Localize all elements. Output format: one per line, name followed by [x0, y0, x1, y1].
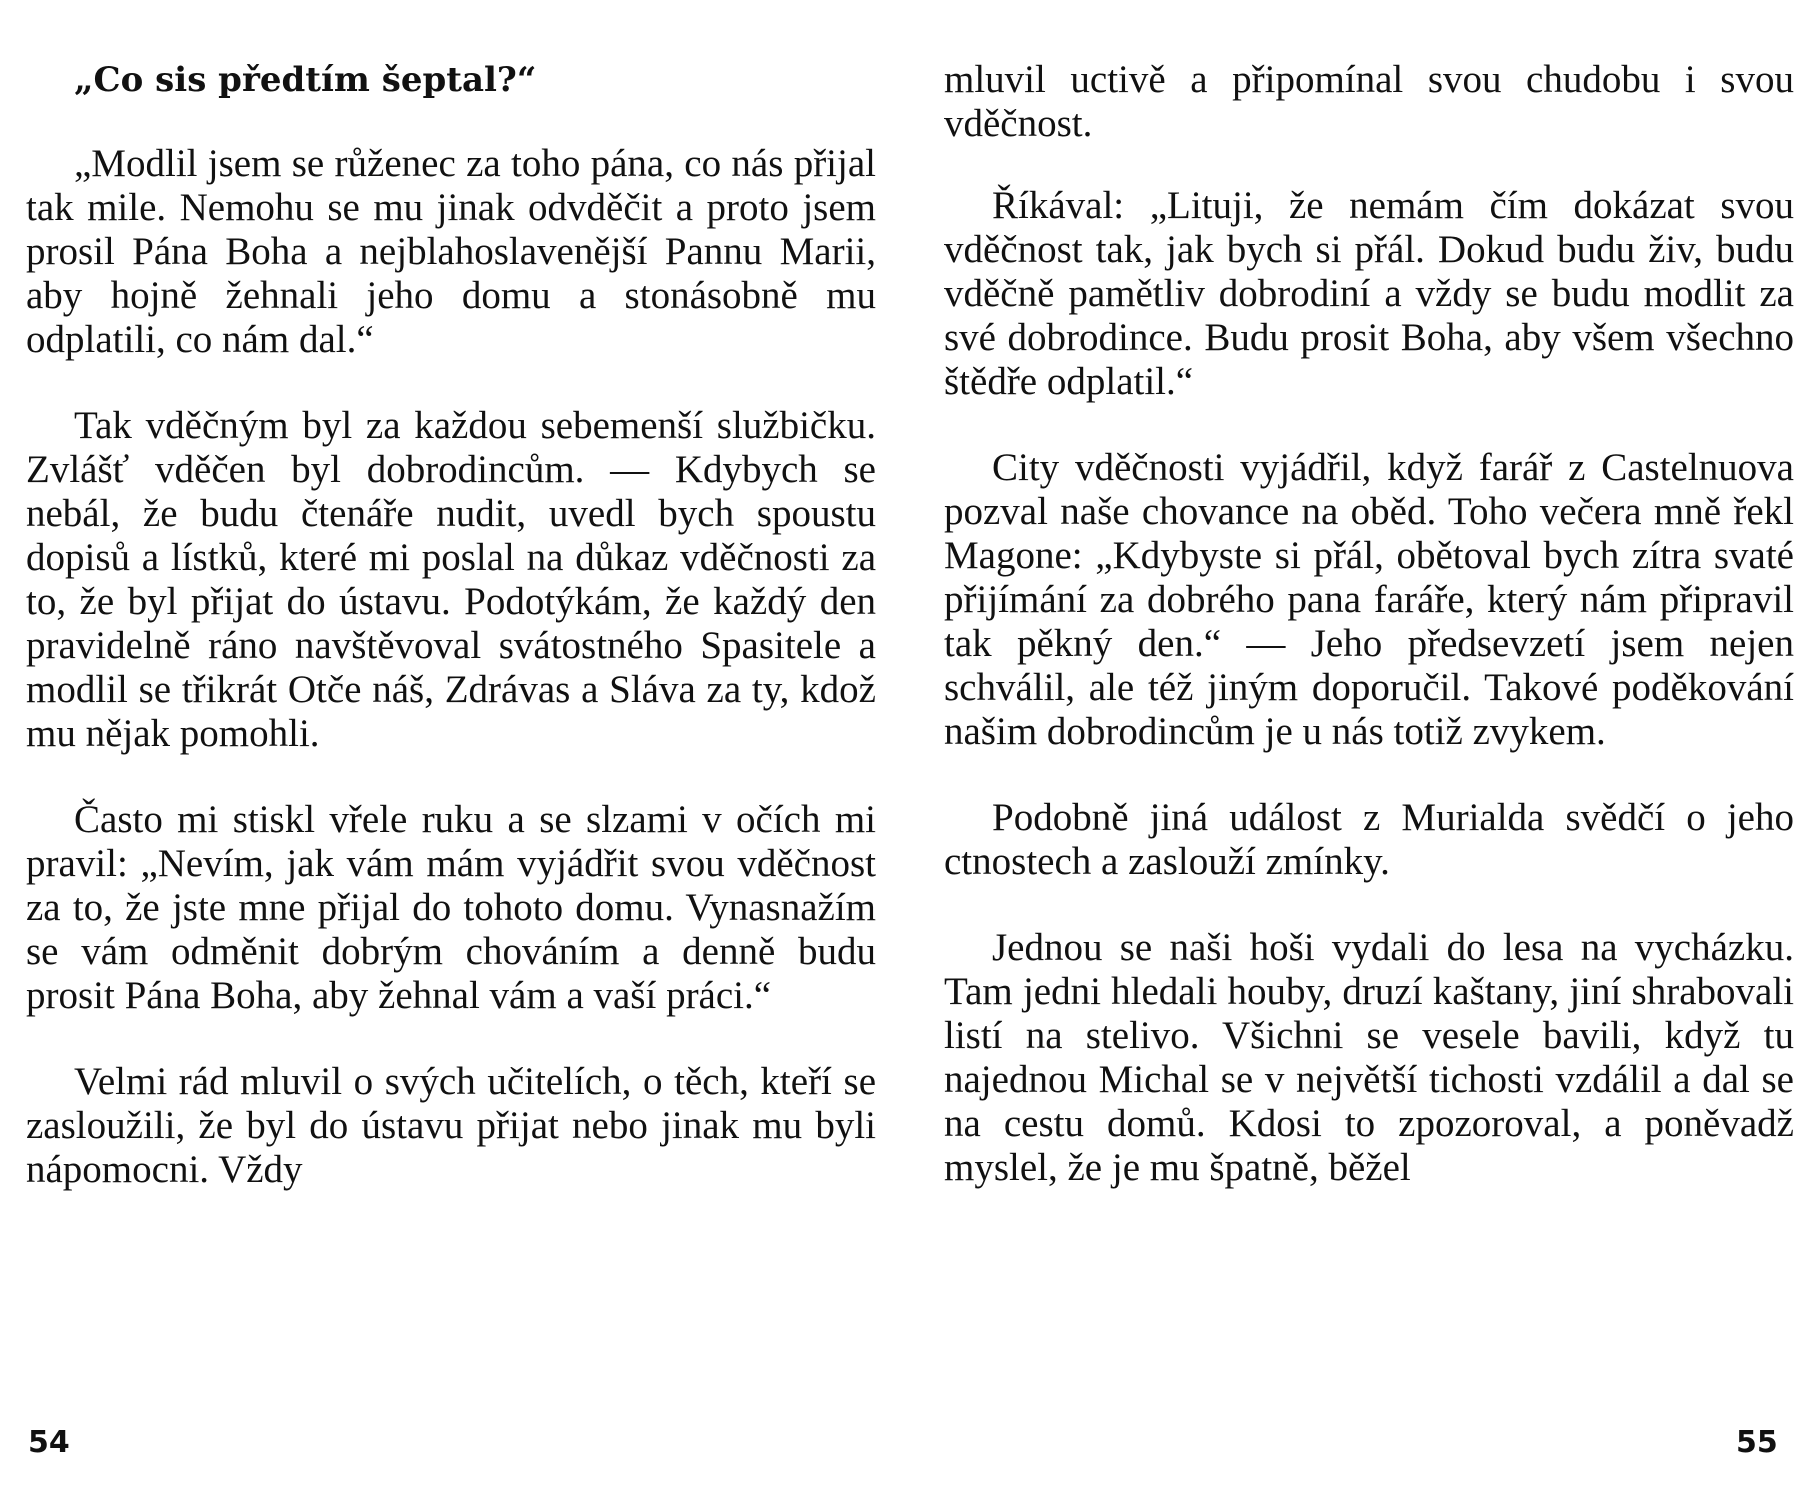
paragraph: Často mi stiskl vřele ruku a se slzami v očích mi pravil: „Nevím, jak vám mám vyjádřit svou vděčnost za to, že jste mne přijal do tohoto domu. Vynasnažím se vám odměnit dobrým chováním a denně budu prosit Pána Boha, aby žehnal vám a vaší práci.“	[26, 798, 876, 1017]
paragraph: City vděčnosti vyjádřil, když farář z Castelnuova pozval naše chovance na oběd. Toho večera mně řekl Magone: „Kdybyste si přál, obětoval bych zítra svaté přijímání za dobrého pana faráře, který nám připravil tak pěkný den.“ — Jeho předsevzetí jsem nejen schválil, ale též jiným doporučil. Takové poděkování našim dobrodincům je u nás totiž zvykem.	[944, 446, 1794, 753]
right-page	[944, 58, 1794, 1388]
paragraph: „Modlil jsem se růženec za toho pána, co nás přijal tak mile. Nemohu se mu jinak odvděčit a proto jsem prosil Pána Boha a nejblahoslavenější Pannu Marii, aby hojně žehnali jeho domu a stonásobně mu odplatili, co nám dal.“	[26, 142, 876, 361]
paragraph: „Co sis předtím šeptal?“	[74, 60, 537, 100]
paragraph: Jednou se naši hoši vydali do lesa na vycházku. Tam jedni hledali houby, druzí kaštany, jiní shrabovali listí na stelivo. Všichni se vesele bavili, když tu najednou Michal se v největší tichosti vzdálil a dal se na cestu domů. Kdosi to zpozoroval, a poněvadž myslel, že je mu špatně, běžel	[944, 926, 1794, 1189]
paragraph: Velmi rád mluvil o svých učitelích, o těch, kteří se zasloužili, že byl do ústavu přijat nebo jinak mu byli nápomocni. Vždy	[26, 1060, 876, 1191]
page-number-right: 55	[1736, 1425, 1778, 1460]
paragraph: Říkával: „Lituji, že nemám čím dokázat svou vděčnost tak, jak bych si přál. Dokud budu živ, budu vděčně pamětliv dobrodiní a vždy se budu modlit za své dobrodince. Budu prosit Boha, aby všem všechno štědře odplatil.“	[944, 184, 1794, 403]
paragraph: Podobně jiná událost z Murialda svědčí o jeho ctnostech a zaslouží zmínky.	[944, 796, 1794, 883]
page-number-left: 54	[28, 1425, 70, 1460]
paragraph: Tak vděčným byl za každou sebemenší službičku. Zvlášť vděčen byl dobrodincům. — Kdybych se nebál, že budu čtenáře nudit, uvedl bych spoustu dopisů a lístků, které mi poslal na důkaz vděčnosti za to, že byl přijat do ústavu. Podotýkám, že každý den pravidelně ráno navštěvoval svátostného Spasitele a modlil se třikrát Otče náš, Zdrávas a Sláva za ty, kdož mu nějak pomohli.	[26, 404, 876, 755]
left-page	[26, 58, 876, 1388]
paragraph: mluvil uctivě a připomínal svou chudobu i svou vděčnost.	[944, 58, 1794, 145]
